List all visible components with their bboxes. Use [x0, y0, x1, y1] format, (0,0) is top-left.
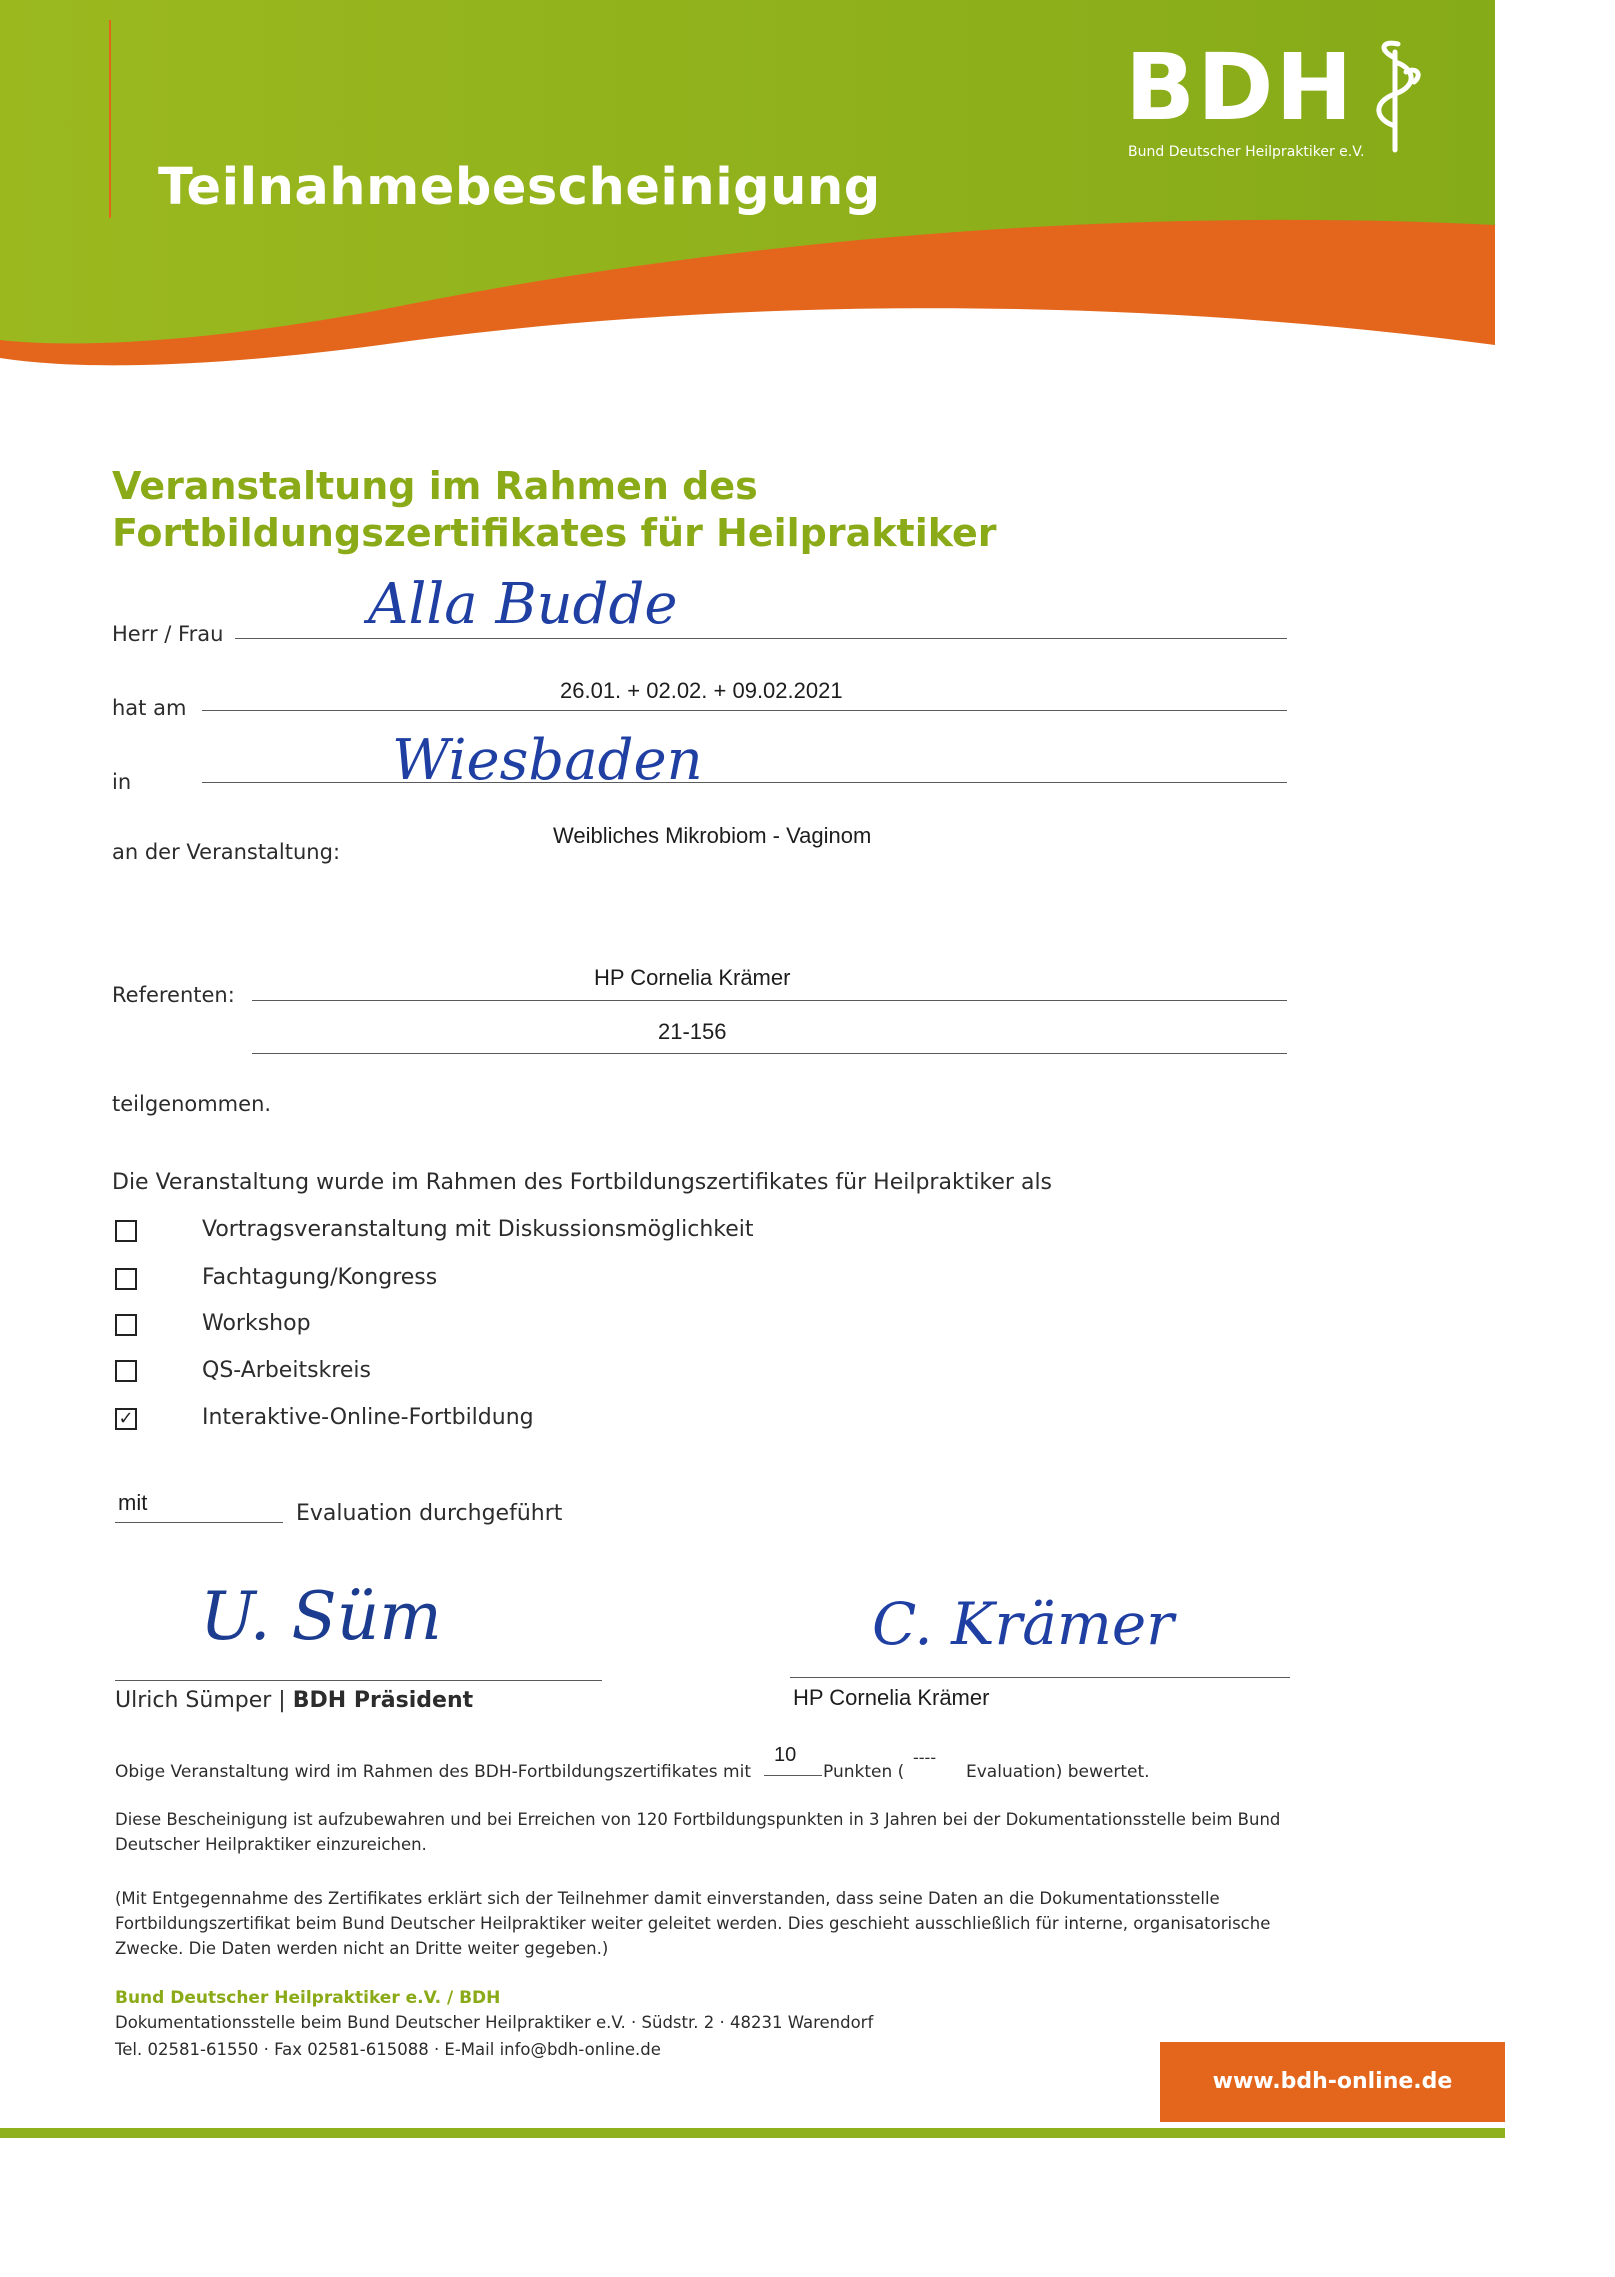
- name-label: Herr / Frau: [112, 622, 224, 646]
- subheading: [112, 463, 996, 557]
- document-title: Teilnahmebescheinigung: [158, 158, 881, 217]
- president-caption: [115, 1688, 473, 1713]
- event-label: an der Veranstaltung:: [112, 840, 341, 864]
- speakers-line: [252, 1000, 1287, 1001]
- place-label: in: [112, 770, 132, 794]
- points-dashes: ----: [913, 1748, 937, 1767]
- points-suffix: Evaluation) bewertet.: [966, 1762, 1150, 1782]
- subheading-line-2: Fortbildungszertifikates für Heilpraktiker: [112, 511, 997, 555]
- footer-bar: [0, 2128, 1505, 2138]
- date-value: 26.01. + 02.02. + 09.02.2021: [560, 678, 843, 703]
- date-label: hat am: [112, 696, 187, 720]
- name-line: [235, 638, 1287, 639]
- name-handwritten: Alla Budde: [368, 572, 678, 637]
- signature-president: U. Süm: [200, 1578, 442, 1655]
- checkbox-vortrag[interactable]: [115, 1220, 137, 1242]
- points-mid: Punkten (: [823, 1762, 905, 1782]
- checkbox-workshop[interactable]: [115, 1314, 137, 1336]
- points-value: 10: [774, 1744, 797, 1766]
- bdh-logo: BDH: [1125, 34, 1355, 141]
- place-line: [202, 782, 1287, 783]
- option-online-label: Interaktive-Online-Fortbildung: [202, 1405, 534, 1430]
- storage-note: Diese Bescheinigung ist aufzubewahren und bei Erreichen von 120 Fortbildungspunkten in 3 Jahren bei der Dokumentationsstelle beim Bund Deutscher Heilpraktiker einzureichen.: [115, 1810, 1281, 1854]
- option-vortrag-label: Vortragsveranstaltung mit Diskussionsmöglichkeit: [202, 1217, 754, 1242]
- signature-line-right: [790, 1677, 1290, 1678]
- footer-contact: Tel. 02581-61550 · Fax 02581-615088 · E-Mail info@bdh-online.de: [115, 2040, 661, 2059]
- points-line: [764, 1775, 822, 1776]
- evaluation-value: mit: [118, 1490, 148, 1515]
- evaluation-label: Evaluation durchgeführt: [296, 1501, 563, 1526]
- code-line: [252, 1053, 1287, 1054]
- option-qs-label: QS-Arbeitskreis: [202, 1358, 371, 1383]
- website-link[interactable]: www.bdh-online.de: [1212, 2069, 1453, 2094]
- consent-note: (Mit Entgegennahme des Zertifikates erklärt sich der Teilnehmer damit einverstanden, dass seine Daten an die Dokumentationsstelle Fortbildungszertifikat beim Bund Deutscher Heilpraktiker weiter geleitet werden. Dies geschieht ausschließlich für interne, organisatorische Zwecke. Die Daten werden nicht an Dritte weiter gegeben.): [115, 1889, 1271, 1958]
- signature-line-left: [115, 1680, 602, 1681]
- evaluation-line: [115, 1522, 283, 1523]
- event-value: Weibliches Mikrobiom - Vaginom: [553, 823, 872, 848]
- option-workshop-label: Workshop: [202, 1311, 311, 1336]
- participated-text: teilgenommen.: [112, 1092, 272, 1116]
- checkbox-qs-arbeitskreis[interactable]: [115, 1360, 137, 1382]
- caption-separator: |: [278, 1688, 286, 1713]
- event-code: 21-156: [658, 1019, 727, 1044]
- footer-organisation: Bund Deutscher Heilpraktiker e.V. / BDH: [115, 1988, 501, 2008]
- points-prefix: Obige Veranstaltung wird im Rahmen des BDH-Fortbildungszertifikates mit: [115, 1762, 751, 1782]
- checkbox-fachtagung[interactable]: [115, 1268, 137, 1290]
- signature-speaker: C. Krämer: [872, 1590, 1174, 1658]
- date-line: [202, 710, 1287, 711]
- type-intro: Die Veranstaltung wurde im Rahmen des Fortbildungszertifikates für Heilpraktiker als: [112, 1170, 1053, 1195]
- option-fachtagung-label: Fachtagung/Kongress: [202, 1265, 438, 1290]
- subheading-line-1: Veranstaltung im Rahmen des: [112, 464, 758, 508]
- speaker-value: HP Cornelia Krämer: [594, 965, 791, 990]
- place-handwritten: Wiesbaden: [392, 728, 703, 793]
- speaker-caption: HP Cornelia Krämer: [793, 1685, 990, 1710]
- president-name: Ulrich Sümper: [115, 1688, 272, 1713]
- footer-address: Dokumentationsstelle beim Bund Deutscher Heilpraktiker e.V. · Südstr. 2 · 48231 Warendorf: [115, 2013, 874, 2032]
- logo-subtitle: Bund Deutscher Heilpraktiker e.V.: [1128, 144, 1365, 160]
- president-title: BDH Präsident: [292, 1688, 474, 1713]
- speakers-label: Referenten:: [112, 983, 235, 1007]
- checkbox-online-fortbildung[interactable]: ✓: [115, 1408, 137, 1430]
